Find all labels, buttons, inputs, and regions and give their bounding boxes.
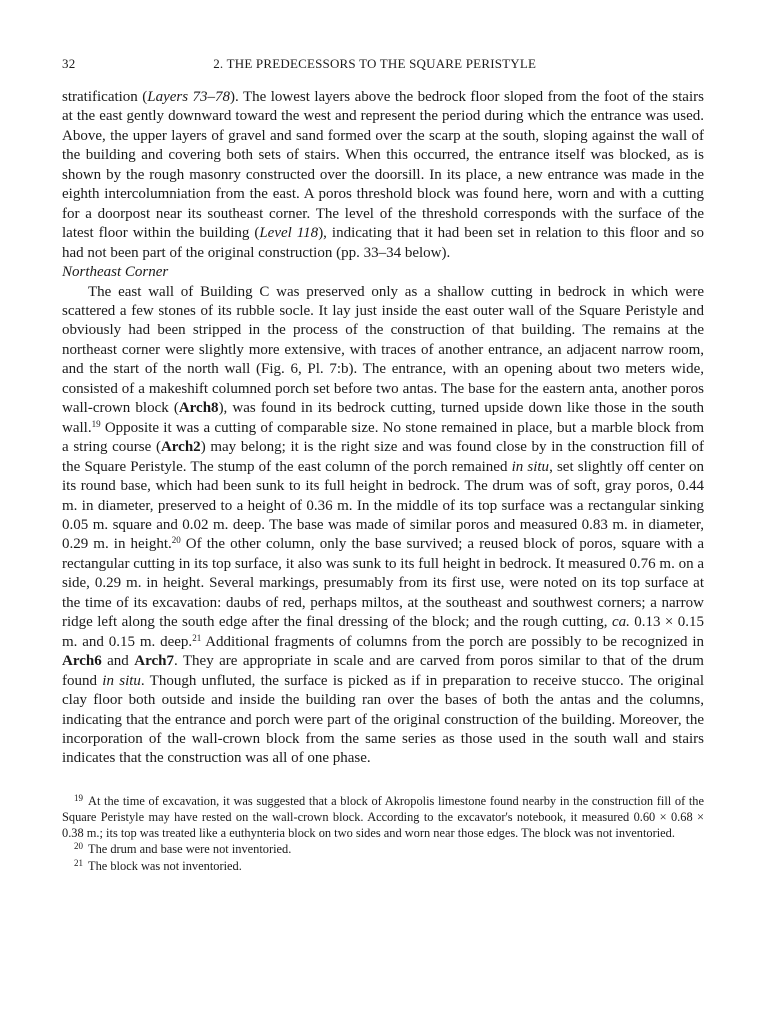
footnote-number: 20 (74, 841, 83, 852)
text-run: ) may belong; it is the right size and was found close by in the construction fill of the Square Peristyle. The stump of the east column of the porch remained (62, 439, 704, 475)
paragraph (62, 88, 704, 263)
body-text (62, 88, 704, 769)
running-head (62, 56, 704, 74)
footnote-text: At the time of excavation, it was suggested that a block of Akropolis limestone found nearby in the construction fill of the Square Peristyle may have rested on the wall-crown block. According to the excavator's notebook, it measured 0.60 × 0.68 × 0.38 m.; its top was treated like a euthynteria block on two sides and worn near those edges. The block was not inventoried. (62, 793, 704, 841)
footnotes (62, 793, 704, 874)
catalog-ref: Arch2 (160, 439, 201, 456)
footnote-marker: 21 (192, 632, 202, 643)
catalog-ref: Arch8 (178, 400, 219, 417)
footnote-number: 19 (74, 792, 83, 803)
section-heading: Northeast Corner (62, 264, 169, 281)
page-number: 32 (62, 56, 76, 71)
footnote-number: 21 (74, 857, 83, 868)
italic-term: ca. (611, 614, 630, 631)
text-run: and (101, 653, 135, 670)
running-title: 2. THE PREDECESSORS TO THE SQUARE PERISTYLE (213, 56, 537, 71)
text-run: stratification ( (62, 89, 148, 105)
text-run: . They are appropriate in scale and are carved from poros similar to that of the drum found (62, 653, 704, 689)
catalog-ref: Arch6 (62, 653, 102, 670)
footnote (62, 858, 704, 874)
catalog-ref: Arch7 (134, 653, 174, 670)
text-run: Opposite it was a cutting of comparable size. No stone remained in place, but a marble block from a string course ( (62, 419, 704, 456)
text-run: Of the other column, only the base survived; a reused block of poros, square with a rectangular cutting in its top surface, it also was sunk to its full height in bedrock. It measured 0.76 m. on a side, 0.29 m. in height. Several markings, presumably from its first use, were noted on its top surface at the time of its excavation: daubs of red, perhaps miltos, at the southeast and southwest corners; a narrow ridge left along the south edge after the final dressing of the block; and the rough cutting, (62, 536, 704, 631)
text-run: ), was found in its bedrock cutting, turned upside down like those in the south wall. (62, 400, 704, 436)
footnote (62, 841, 704, 857)
footnote-marker: 20 (171, 535, 181, 546)
text-run: Additional fragments of columns from the porch are possibly to be recognized in (201, 633, 704, 650)
italic-term: in situ (102, 672, 141, 689)
page (62, 56, 704, 874)
text-run: ), indicating that it had been set in relation to this floor and so had not been part of the original construction (pp. 33–34 below). (62, 225, 704, 261)
level-ref: Level 118 (259, 225, 319, 242)
footnote-text: The block was not inventoried. (88, 858, 242, 873)
footnote-text: The drum and base were not inventoried. (88, 842, 292, 857)
text-run: . Though unfluted, the surface is picked as if in preparation to receive stucco. The original clay floor both outside and inside the building ran over the bases of both the antas and the columns, indicating that the entrance and porch were part of the original construction of the building. Moreover, the incorporation of the wall-crown block from the same series as those used in the south wall and stairs indicates that the construction was all of one phase. (62, 672, 704, 767)
footnote-marker: 19 (91, 418, 101, 429)
paragraph (62, 283, 704, 769)
text-run: 0.13 × 0.15 m. and 0.15 m. deep. (62, 614, 704, 650)
footnote (62, 793, 704, 842)
text-run: The east wall of Building C was preserved only as a shallow cutting in bedrock in which were scattered a few stones of its rubble socle. It lay just inside the east outer wall of the Square Peristyle and obviously had been stripped in the process of the construction of that building. The remains at the northeast corner were slightly more extensive, with traces of another entrance, an adjacent narrow room, and the start of the north wall (Fig. 6, Pl. 7:b). The entrance, with an opening about two meters wide, consisted of a makeshift columned porch set before two antas. The base for the eastern anta, another poros wall-crown block ( (62, 283, 704, 417)
layers-ref: Layers 73–78 (147, 89, 231, 105)
italic-term: in situ (511, 458, 550, 475)
text-run: ). The lowest layers above the bedrock floor sloped from the foot of the stairs at the east gently downward toward the west and represent the period during which the entrance was used. Above, the upper layers of gravel and sand formed over the scarp at the south, sloping against the wall of the building and covering both sets of stairs. When this occurred, the entrance itself was blocked, as is shown by the rough masonry constructed over the doorsill. In its place, a new entrance was made in the eighth intercolumniation from the east. A poros threshold block was found here, worn and with a cutting for a doorpost near its southeast corner. The level of the threshold corresponds with the surface of the latest floor within the building ( (62, 89, 704, 242)
text-run: , set slightly off center on its round base, which had been sunk to its full height in bedrock. The drum was of soft, gray poros, 0.44 m. in diameter, preserved to a height of 0.36 m. In the middle of its top surface was a rectangular sinking 0.05 m. square and 0.02 m. deep. The base was made of similar poros and measured 0.83 m. in diameter, 0.29 m. in height. (62, 458, 704, 553)
